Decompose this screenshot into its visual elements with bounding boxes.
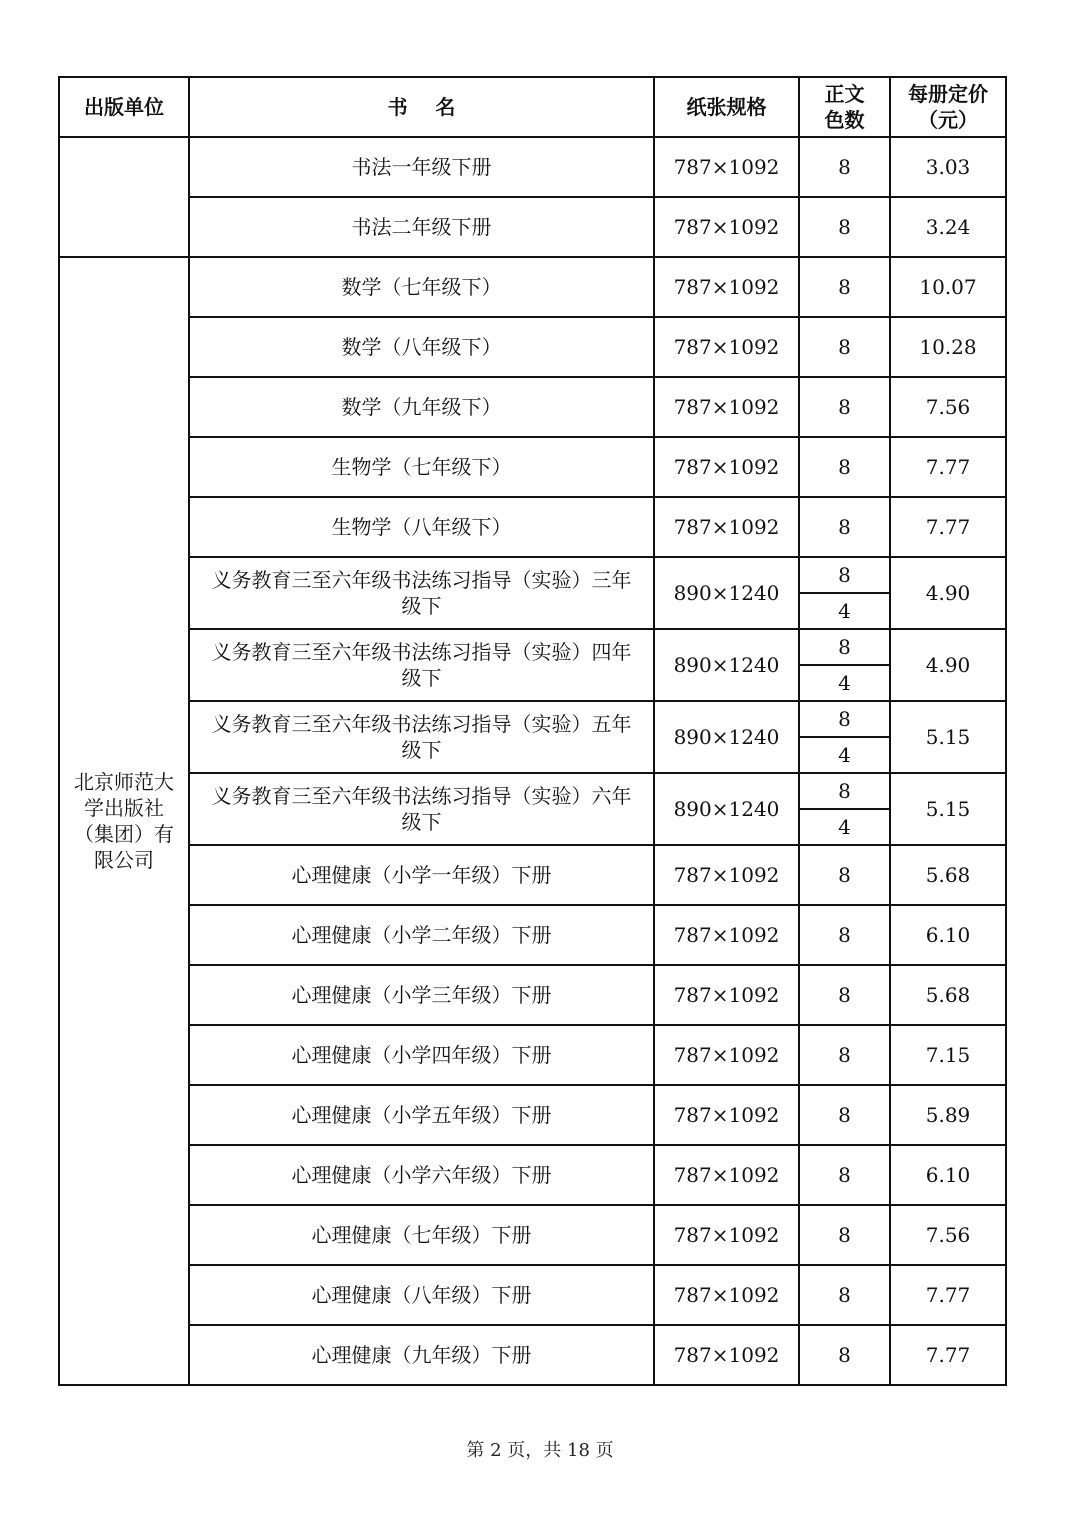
unit-price: 6.10 xyxy=(890,1145,1006,1205)
color-count: 8 xyxy=(799,965,890,1025)
table-row xyxy=(59,701,1006,737)
header-row xyxy=(59,77,1006,137)
table-row xyxy=(59,1085,1006,1145)
book-title-line: 义务教育三至六年级书法练习指导（实验）四年 xyxy=(211,640,632,664)
book-title: 生物学（七年级下） xyxy=(189,437,654,497)
color-count: 4 xyxy=(799,665,890,701)
publisher-line: （集团）有 xyxy=(74,822,174,846)
unit-price: 3.24 xyxy=(890,197,1006,257)
paper-size: 787×1092 xyxy=(654,1025,799,1085)
header-price-line2: （元） xyxy=(918,108,978,132)
book-title: 心理健康（小学三年级）下册 xyxy=(189,965,654,1025)
paper-size: 890×1240 xyxy=(654,773,799,845)
unit-price: 5.68 xyxy=(890,845,1006,905)
paper-size: 787×1092 xyxy=(654,377,799,437)
book-title: 数学（七年级下） xyxy=(189,257,654,317)
table-row xyxy=(59,1205,1006,1265)
paper-size: 787×1092 xyxy=(654,197,799,257)
unit-price: 5.68 xyxy=(890,965,1006,1025)
publisher-cell-blank xyxy=(59,137,189,257)
book-title xyxy=(189,557,654,629)
table-row xyxy=(59,317,1006,377)
header-colors-line1: 正文 xyxy=(824,82,865,106)
publisher-line: 限公司 xyxy=(94,848,154,872)
book-title: 心理健康（八年级）下册 xyxy=(189,1265,654,1325)
paper-size: 787×1092 xyxy=(654,137,799,197)
color-count: 4 xyxy=(799,809,890,845)
table-row xyxy=(59,845,1006,905)
book-title-line: 级下 xyxy=(401,594,442,618)
color-count: 8 xyxy=(799,1325,890,1385)
color-count: 8 xyxy=(799,1025,890,1085)
paper-size: 890×1240 xyxy=(654,629,799,701)
unit-price: 5.15 xyxy=(890,701,1006,773)
color-count: 4 xyxy=(799,737,890,773)
book-title: 心理健康（小学二年级）下册 xyxy=(189,905,654,965)
publisher-cell xyxy=(59,257,189,1385)
table-row xyxy=(59,1025,1006,1085)
book-title xyxy=(189,773,654,845)
paper-size: 787×1092 xyxy=(654,257,799,317)
book-title: 心理健康（小学四年级）下册 xyxy=(189,1025,654,1085)
unit-price: 6.10 xyxy=(890,905,1006,965)
header-price xyxy=(890,77,1006,137)
book-title-line: 级下 xyxy=(401,666,442,690)
book-title: 心理健康（九年级）下册 xyxy=(189,1325,654,1385)
unit-price: 7.56 xyxy=(890,377,1006,437)
book-title-line: 级下 xyxy=(401,738,442,762)
table-row xyxy=(59,377,1006,437)
paper-size: 787×1092 xyxy=(654,1145,799,1205)
table-row xyxy=(59,629,1006,665)
table-row xyxy=(59,1325,1006,1385)
book-title: 心理健康（小学五年级）下册 xyxy=(189,1085,654,1145)
color-count: 8 xyxy=(799,1205,890,1265)
header-price-line1: 每册定价 xyxy=(908,82,988,106)
paper-size: 787×1092 xyxy=(654,1265,799,1325)
book-title-line: 义务教育三至六年级书法练习指导（实验）六年 xyxy=(211,784,632,808)
paper-size: 890×1240 xyxy=(654,701,799,773)
color-count: 8 xyxy=(799,497,890,557)
unit-price: 3.03 xyxy=(890,137,1006,197)
table-row xyxy=(59,437,1006,497)
table-row xyxy=(59,197,1006,257)
paper-size: 787×1092 xyxy=(654,1205,799,1265)
header-publisher: 出版单位 xyxy=(59,77,189,137)
color-count: 8 xyxy=(799,257,890,317)
color-count: 8 xyxy=(799,701,890,737)
color-count: 8 xyxy=(799,773,890,809)
unit-price: 5.15 xyxy=(890,773,1006,845)
table-row xyxy=(59,905,1006,965)
book-title: 心理健康（小学一年级）下册 xyxy=(189,845,654,905)
color-count: 8 xyxy=(799,1265,890,1325)
unit-price: 10.07 xyxy=(890,257,1006,317)
paper-size: 787×1092 xyxy=(654,905,799,965)
paper-size: 787×1092 xyxy=(654,845,799,905)
color-count: 8 xyxy=(799,1145,890,1205)
header-title: 书 名 xyxy=(189,77,654,137)
color-count: 8 xyxy=(799,557,890,593)
textbook-price-table xyxy=(58,76,1007,1386)
unit-price: 7.15 xyxy=(890,1025,1006,1085)
publisher-line: 北京师范大 xyxy=(74,770,174,794)
table-row xyxy=(59,1145,1006,1205)
book-title: 心理健康（小学六年级）下册 xyxy=(189,1145,654,1205)
paper-size: 890×1240 xyxy=(654,557,799,629)
paper-size: 787×1092 xyxy=(654,497,799,557)
header-paper: 纸张规格 xyxy=(654,77,799,137)
paper-size: 787×1092 xyxy=(654,437,799,497)
color-count: 8 xyxy=(799,197,890,257)
book-title: 心理健康（七年级）下册 xyxy=(189,1205,654,1265)
book-title-line: 义务教育三至六年级书法练习指导（实验）五年 xyxy=(211,712,632,736)
color-count: 8 xyxy=(799,137,890,197)
table-row xyxy=(59,497,1006,557)
publisher-line: 学出版社 xyxy=(84,796,164,820)
color-count: 8 xyxy=(799,629,890,665)
header-colors xyxy=(799,77,890,137)
table-row xyxy=(59,965,1006,1025)
color-count: 8 xyxy=(799,905,890,965)
paper-size: 787×1092 xyxy=(654,965,799,1025)
book-title: 数学（九年级下） xyxy=(189,377,654,437)
header-colors-line2: 色数 xyxy=(824,108,865,132)
unit-price: 7.77 xyxy=(890,1325,1006,1385)
book-title: 书法二年级下册 xyxy=(189,197,654,257)
color-count: 8 xyxy=(799,437,890,497)
color-count: 8 xyxy=(799,377,890,437)
book-title xyxy=(189,701,654,773)
book-title: 书法一年级下册 xyxy=(189,137,654,197)
color-count: 8 xyxy=(799,317,890,377)
unit-price: 10.28 xyxy=(890,317,1006,377)
book-title-line: 义务教育三至六年级书法练习指导（实验）三年 xyxy=(211,568,632,592)
book-title-line: 级下 xyxy=(401,810,442,834)
unit-price: 4.90 xyxy=(890,557,1006,629)
book-title xyxy=(189,629,654,701)
paper-size: 787×1092 xyxy=(654,1325,799,1385)
unit-price: 5.89 xyxy=(890,1085,1006,1145)
unit-price: 7.77 xyxy=(890,1265,1006,1325)
table-row xyxy=(59,137,1006,197)
unit-price: 7.77 xyxy=(890,497,1006,557)
paper-size: 787×1092 xyxy=(654,1085,799,1145)
book-title: 生物学（八年级下） xyxy=(189,497,654,557)
color-count: 8 xyxy=(799,845,890,905)
color-count: 8 xyxy=(799,1085,890,1145)
color-count: 4 xyxy=(799,593,890,629)
paper-size: 787×1092 xyxy=(654,317,799,377)
book-title: 数学（八年级下） xyxy=(189,317,654,377)
unit-price: 7.77 xyxy=(890,437,1006,497)
table-row xyxy=(59,557,1006,593)
page-number-footer: 第 2 页，共 18 页 xyxy=(466,1440,614,1461)
table-row xyxy=(59,773,1006,809)
table-row xyxy=(59,1265,1006,1325)
unit-price: 7.56 xyxy=(890,1205,1006,1265)
table-row xyxy=(59,257,1006,317)
unit-price: 4.90 xyxy=(890,629,1006,701)
